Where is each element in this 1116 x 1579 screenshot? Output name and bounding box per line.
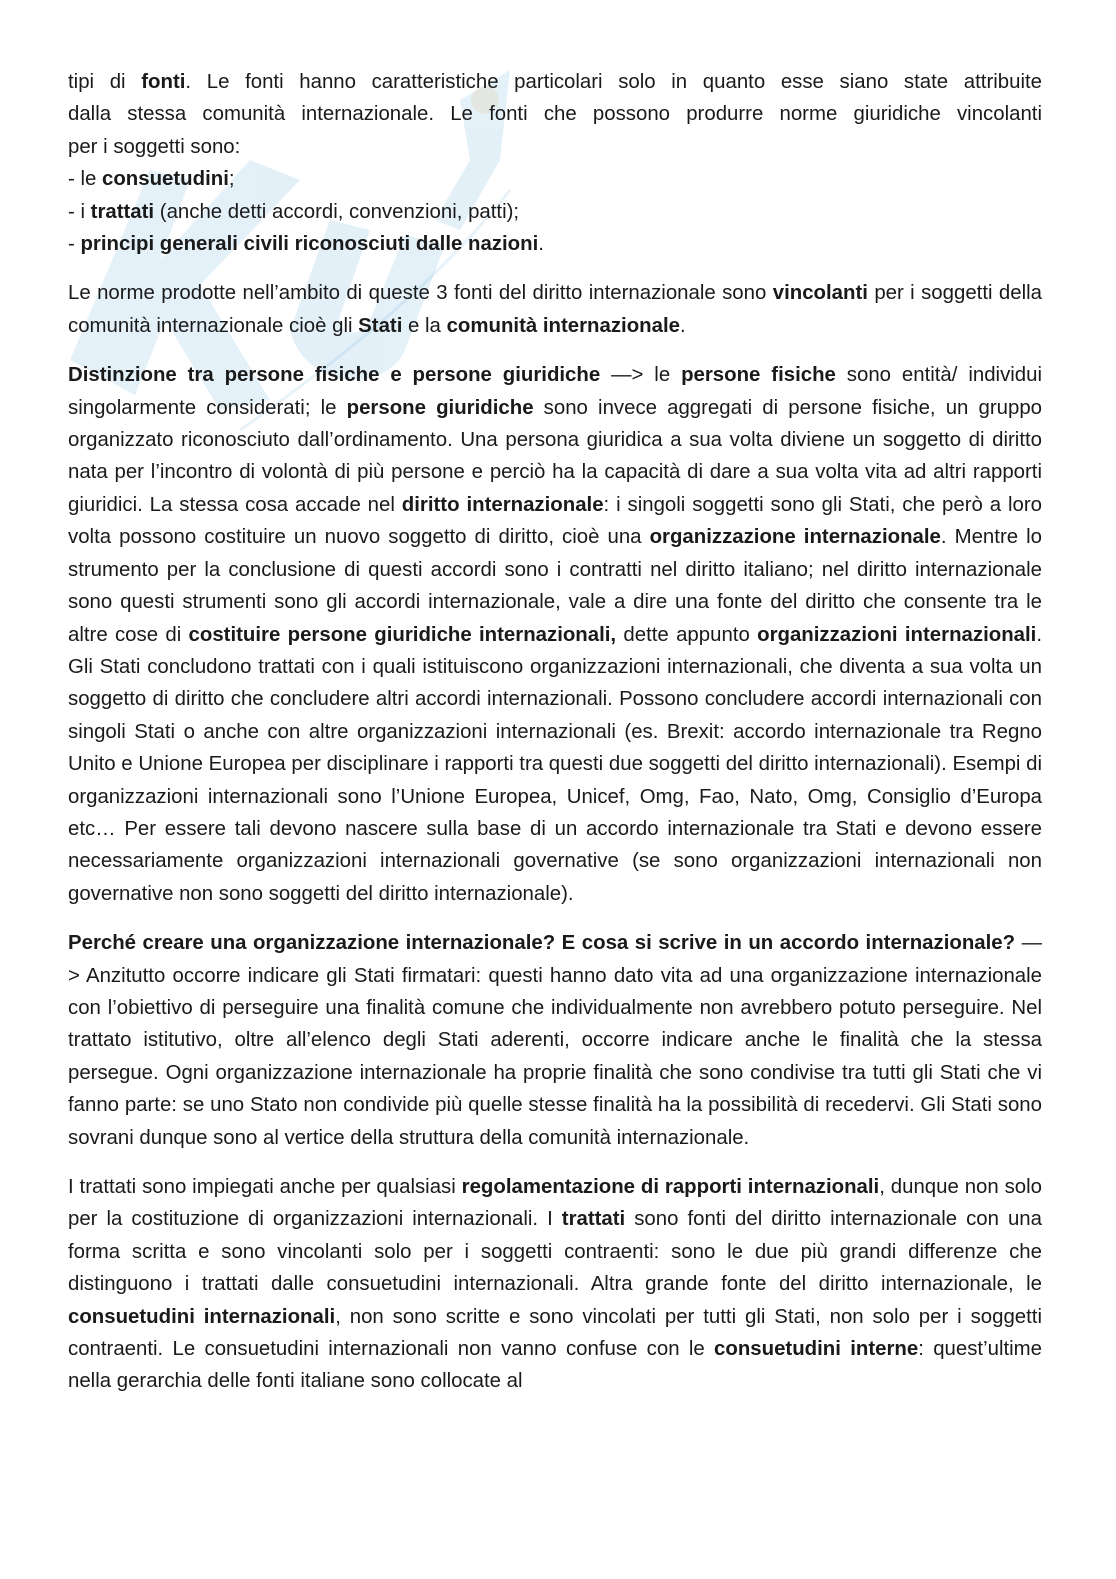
text-run: tipi di	[68, 71, 142, 93]
bold-text: trattati	[90, 200, 155, 223]
text-run: sono entità/ individui singolarmente considerati; le	[68, 364, 1043, 419]
text-run: —> le	[600, 364, 682, 387]
text-run: -	[68, 233, 81, 256]
text-run: . Mentre lo strumento per la conclusione di questi accordi sono i contratti nel diritto italiano; nel diritto internazionale sono questi strumenti sono gli accordi internazionale, vale a dire una fonte del diritto che consente tra le altre cose di	[68, 526, 1042, 646]
text-run: dalla stessa comunità internazionale. Le fonti che possono produrre norme giuridiche vincolanti	[68, 103, 1042, 126]
text-run: ;	[228, 168, 235, 191]
bold-text: vincolanti	[772, 282, 868, 305]
text-run: - le	[68, 168, 102, 191]
text-line	[68, 163, 1042, 195]
text-run: . Gli Stati concludono trattati con i quali istituiscono organizzazioni internazionali, che diventa a sua volta un soggetto di diritto che concludere altri accordi internazionali. Possono concludere accordi internazionali con singoli Stati o anche con altre organizzazioni internazionali (es. Brexit: accordo internazionale tra Regno Unito e Unione Europea per disciplinare i rapporti tra questi due soggetti del diritto internazionali). Esempi di organizzazioni internazionali sono l’Unione Europea, Unicef, Omg, Fao, Nato, Omg, Consiglio d’Europa etc… Per essere tali devono nascere sulla base di un accordo internazionale tra Stati e devono essere necessariamente organizzazioni internazionali governative (se sono organizzazioni internazionali non governative non sono soggetti del diritto internazionale).	[68, 623, 1042, 905]
bold-text: Distinzione tra persone fisiche e persone giuridiche	[68, 364, 601, 387]
bold-text: trattati	[561, 1208, 626, 1231]
bold-text: comunità internazionale	[446, 314, 680, 337]
text-run: .	[538, 233, 544, 256]
paragraph-fonti-list	[68, 66, 1042, 260]
text-run: e la	[402, 314, 447, 337]
text-line	[68, 196, 1042, 228]
text-line	[68, 131, 1042, 163]
text-run: .	[679, 314, 686, 337]
bold-text: organizzazione internazionale	[649, 526, 941, 549]
bold-text: Stati	[358, 314, 403, 337]
text-run: (anche detti accordi, convenzioni, patti);	[154, 200, 520, 223]
text-run: per i soggetti della comunità internazionale cioè gli	[68, 282, 1042, 337]
text-run: , dunque non solo per la costituzione di organizzazioni internazionali. I	[68, 1176, 1042, 1231]
text-run: I trattati sono impiegati anche per qualsiasi	[68, 1176, 462, 1198]
paragraph-norme-vincolanti	[68, 277, 1042, 342]
paragraph-persone-fisiche-giuridiche	[68, 359, 1042, 910]
bold-text: fonti	[141, 71, 186, 93]
bold-text: costituire persone giuridiche internazionali,	[188, 623, 617, 646]
document-page	[68, 66, 1042, 1415]
text-run: : i singoli soggetti sono gli Stati, che però a loro volta possono costituire un nuovo soggetto di diritto, cioè una	[68, 493, 1042, 549]
bold-text: consuetudini	[102, 168, 229, 191]
text-run: . Le fonti hanno caratteristiche particolari solo in quanto esse siano state attribuite	[185, 71, 1042, 93]
paragraph-trattati-consuetudini	[68, 1171, 1042, 1398]
text-run: - i	[68, 200, 91, 223]
bold-text: diritto internazionale	[401, 493, 604, 516]
bold-text: consuetudini internazionali	[68, 1305, 336, 1328]
bold-text: Perché creare una organizzazione internazionale? E cosa si scrive in un accordo internazionale?	[68, 932, 1016, 955]
text-run: : quest’ultime nella gerarchia delle fonti italiane sono collocate al	[68, 1338, 1042, 1393]
text-run: sono invece aggregati di persone fisiche, un gruppo organizzato riconosciuto dall’ordinamento. Una persona giuridica a sua volta diviene un soggetto di diritto nata per l’incontro di volontà di più persone e perciò ha la capacità di dare a sua volta vita ad altri rapporti giuridici. La stessa cosa accade nel	[68, 396, 1043, 516]
bold-text: organizzazioni internazionali	[757, 623, 1037, 646]
text-line	[68, 66, 1042, 98]
text-run: , non sono scritte e sono vincolati per tutti gli Stati, non solo per i soggetti contraenti. Le consuetudini internazionali non vanno confuse con le	[68, 1305, 1042, 1361]
paragraph-perche-organizzazione	[68, 927, 1042, 1154]
text-run: —> Anzitutto occorre indicare gli Stati firmatari: questi hanno dato vita ad una organizzazione internazionale con l’obiettivo di perseguire una finalità comune che individualmente non avrebbero potuto perseguire. Nel trattato istitutivo, oltre all’elenco degli Stati aderenti, occorre indicare anche le finalità che la stessa persegue. Ogni organizzazione internazionale ha proprie finalità che sono condivise tra tutti gli Stati che vi fanno parte: se uno Stato non condivide più quelle stesse finalità ha la possibilità di recedervi. Gli Stati sono sovrani dunque sono al vertice della struttura della comunità internazionale.	[68, 932, 1042, 1149]
text-line	[68, 98, 1042, 130]
text-run: Le norme prodotte nell’ambito di queste 3 fonti del diritto internazionale sono	[68, 282, 773, 305]
text-run: per i soggetti sono:	[68, 135, 241, 158]
text-line	[68, 228, 1042, 260]
bold-text: principi generali civili riconosciuti dalle nazioni	[80, 233, 539, 256]
text-run: dette appunto	[616, 623, 758, 646]
text-run: sono fonti del diritto internazionale con una forma scritta e sono vincolanti solo per i soggetti contraenti: sono le due più grandi differenze che distinguono i trattati dalle consuetudini internazionali. Altra grande fonte del diritto internazionale, le	[68, 1208, 1042, 1296]
bold-text: persone fisiche	[681, 364, 836, 387]
bold-text: regolamentazione di rapporti internazionali	[461, 1176, 880, 1198]
bold-text: persone giuridiche	[346, 396, 534, 419]
bold-text: consuetudini interne	[714, 1338, 919, 1361]
